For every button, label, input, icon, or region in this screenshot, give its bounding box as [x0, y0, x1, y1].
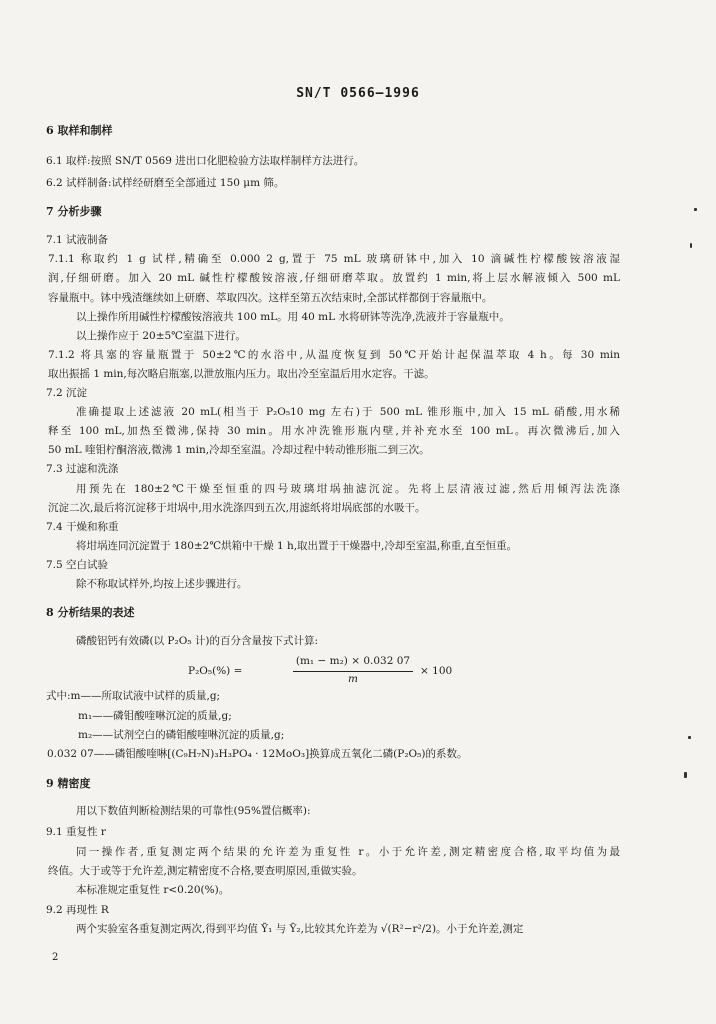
clause-7-2-line2: 释至 100 mL,加热至微沸,保持 30 min。用水冲洗锥形瓶内壁,并补充水至 100 mL。再次微沸后,加入 — [48, 425, 620, 437]
section-8-heading: 8 分析结果的表述 — [46, 606, 135, 619]
section-8-intro: 磷酸铝钙有效磷(以 P₂O₅ 计)的百分含量按下式计算: — [76, 635, 318, 647]
scan-speck — [694, 208, 697, 211]
clause-7-4-text: 将坩埚连同沉淀置于 180±2℃烘箱中干燥 1 h,取出置于干燥器中,冷却至室温,称重,直至恒重。 — [76, 540, 518, 552]
calculation-formula — [188, 655, 488, 689]
clause-7-1-1-line3: 容量瓶中。钵中残渣继续如上研磨、萃取四次。这样至第五次结束时,全部试样都倒于容量瓶中。 — [48, 292, 493, 304]
clause-7-3-line1: 用预先在 180±2℃干燥至恒重的四号玻璃坩埚抽滤沉淀。先将上层清液过滤,然后用倾泻法洗涤 — [76, 483, 620, 495]
section-9-heading: 9 精密度 — [46, 777, 91, 790]
clause-6-2: 6.2 试样制备:试样经研磨至全部通过 150 μm 筛。 — [46, 177, 285, 189]
section-9-intro: 用以下数值判断检测结果的可靠性(95%置信概率): — [76, 805, 311, 817]
clause-7-5-text: 除不称取试样外,均按上述步骤进行。 — [76, 578, 248, 590]
clause-9-1-heading: 9.1 重复性 r — [46, 826, 106, 838]
clause-7-1-2-line2: 取出振摇 1 min,每次略启瓶塞,以泄放瓶内压力。取出冷至室温后用水定容。干滤。 — [48, 368, 435, 380]
where-m2: m₂——试剂空白的磷钼酸喹啉沉淀的质量,g; — [78, 729, 285, 741]
section-6-heading: 6 取样和制样 — [46, 124, 113, 137]
clause-7-1-1-line4: 以上操作所用碱性柠檬酸铵溶液共 100 mL。用 40 mL 水将研钵等洗净,洗液并于容量瓶中。 — [76, 311, 510, 323]
fraction-bar — [293, 671, 413, 672]
clause-7-1-heading: 7.1 试液制备 — [46, 234, 109, 246]
clause-7-3-line2: 沉淀二次,最后将沉淀移于坩埚中,用水洗涤四到五次,用滤纸将坩埚底部的水吸干。 — [48, 502, 426, 514]
clause-6-1: 6.1 取样:按照 SN/T 0569 进出口化肥检验方法取样制样方法进行。 — [46, 155, 365, 167]
formula-denominator: m — [348, 673, 358, 685]
clause-9-1-line2: 终值。大于或等于允许差,测定精密度不合格,要查明原因,重做实验。 — [48, 865, 363, 877]
clause-7-2-line3: 50 mL 喹钼柠酮溶液,微沸 1 min,冷却至室温。冷却过程中转动锥形瓶二到三次。 — [48, 444, 430, 456]
formula-numerator: (m₁ − m₂) × 0.032 07 — [295, 655, 411, 667]
clause-7-1-1-line5: 以上操作应于 20±5℃室温下进行。 — [76, 330, 246, 342]
standard-header: SN/T 0566—1996 — [296, 86, 420, 101]
clause-9-1-line1: 同一操作者,重复测定两个结果的允许差为重复性 r。小于允许差,测定精密度合格,取平均值为最 — [76, 846, 620, 858]
clause-7-1-2-line1: 7.1.2 将具塞的容量瓶置于 50±2℃的水浴中,从温度恢复到 50℃开始计起保温萃取 4 h。每 30 min — [48, 349, 620, 361]
clause-7-4-heading: 7.4 干燥和称重 — [46, 521, 119, 533]
clause-7-1-1-line1: 7.1.1 称取约 1 g 试样,精确至 0.000 2 g,置于 75 mL 玻璃研钵中,加入 10 滴碱性柠檬酸铵溶液湿 — [48, 253, 620, 265]
where-m1: m₁——磷钼酸喹啉沉淀的质量,g; — [78, 710, 232, 722]
scan-speck — [688, 736, 691, 739]
clause-7-5-heading: 7.5 空白试验 — [46, 559, 109, 571]
clause-9-2-heading: 9.2 再现性 R — [46, 904, 109, 916]
formula-rhs: × 100 — [420, 665, 453, 677]
section-7-heading: 7 分析步骤 — [46, 205, 102, 218]
clause-7-1-1-line2: 润,仔细研磨。加入 20 mL 碱性柠檬酸铵溶液,仔细研磨萃取。放置约 1 min,将上层水解液倾入 500 mL — [48, 272, 620, 284]
clause-9-1-line3: 本标准规定重复性 r<0.20(%)。 — [76, 884, 230, 896]
formula-lhs: P₂O₅(%) = — [188, 665, 243, 677]
clause-7-2-line1: 准确提取上述滤液 20 mL(相当于 P₂O₅10 mg 左右)于 500 mL 锥形瓶中,加入 15 mL 硝酸,用水稀 — [76, 406, 620, 418]
where-m: 式中:m——所取试液中试样的质量,g; — [46, 690, 221, 702]
clause-7-2-heading: 7.2 沉淀 — [46, 387, 88, 399]
where-coefficient: 0.032 07——磷钼酸喹啉[(C₉H₇N)₃H₃PO₄ · 12MoO₃]换算成五氧化二磷(P₂O₅)的系数。 — [47, 748, 468, 760]
clause-9-2-line1: 两个实验室各重复测定两次,得到平均值 Ȳ₁ 与 Ȳ₂,比较其允许差为 √(R²−r²/2)。小于允许差,测定 — [76, 923, 524, 935]
scan-speck — [684, 772, 687, 778]
page-number: 2 — [52, 952, 59, 963]
clause-7-3-heading: 7.3 过滤和洗涤 — [46, 463, 119, 475]
scan-speck — [690, 243, 692, 248]
